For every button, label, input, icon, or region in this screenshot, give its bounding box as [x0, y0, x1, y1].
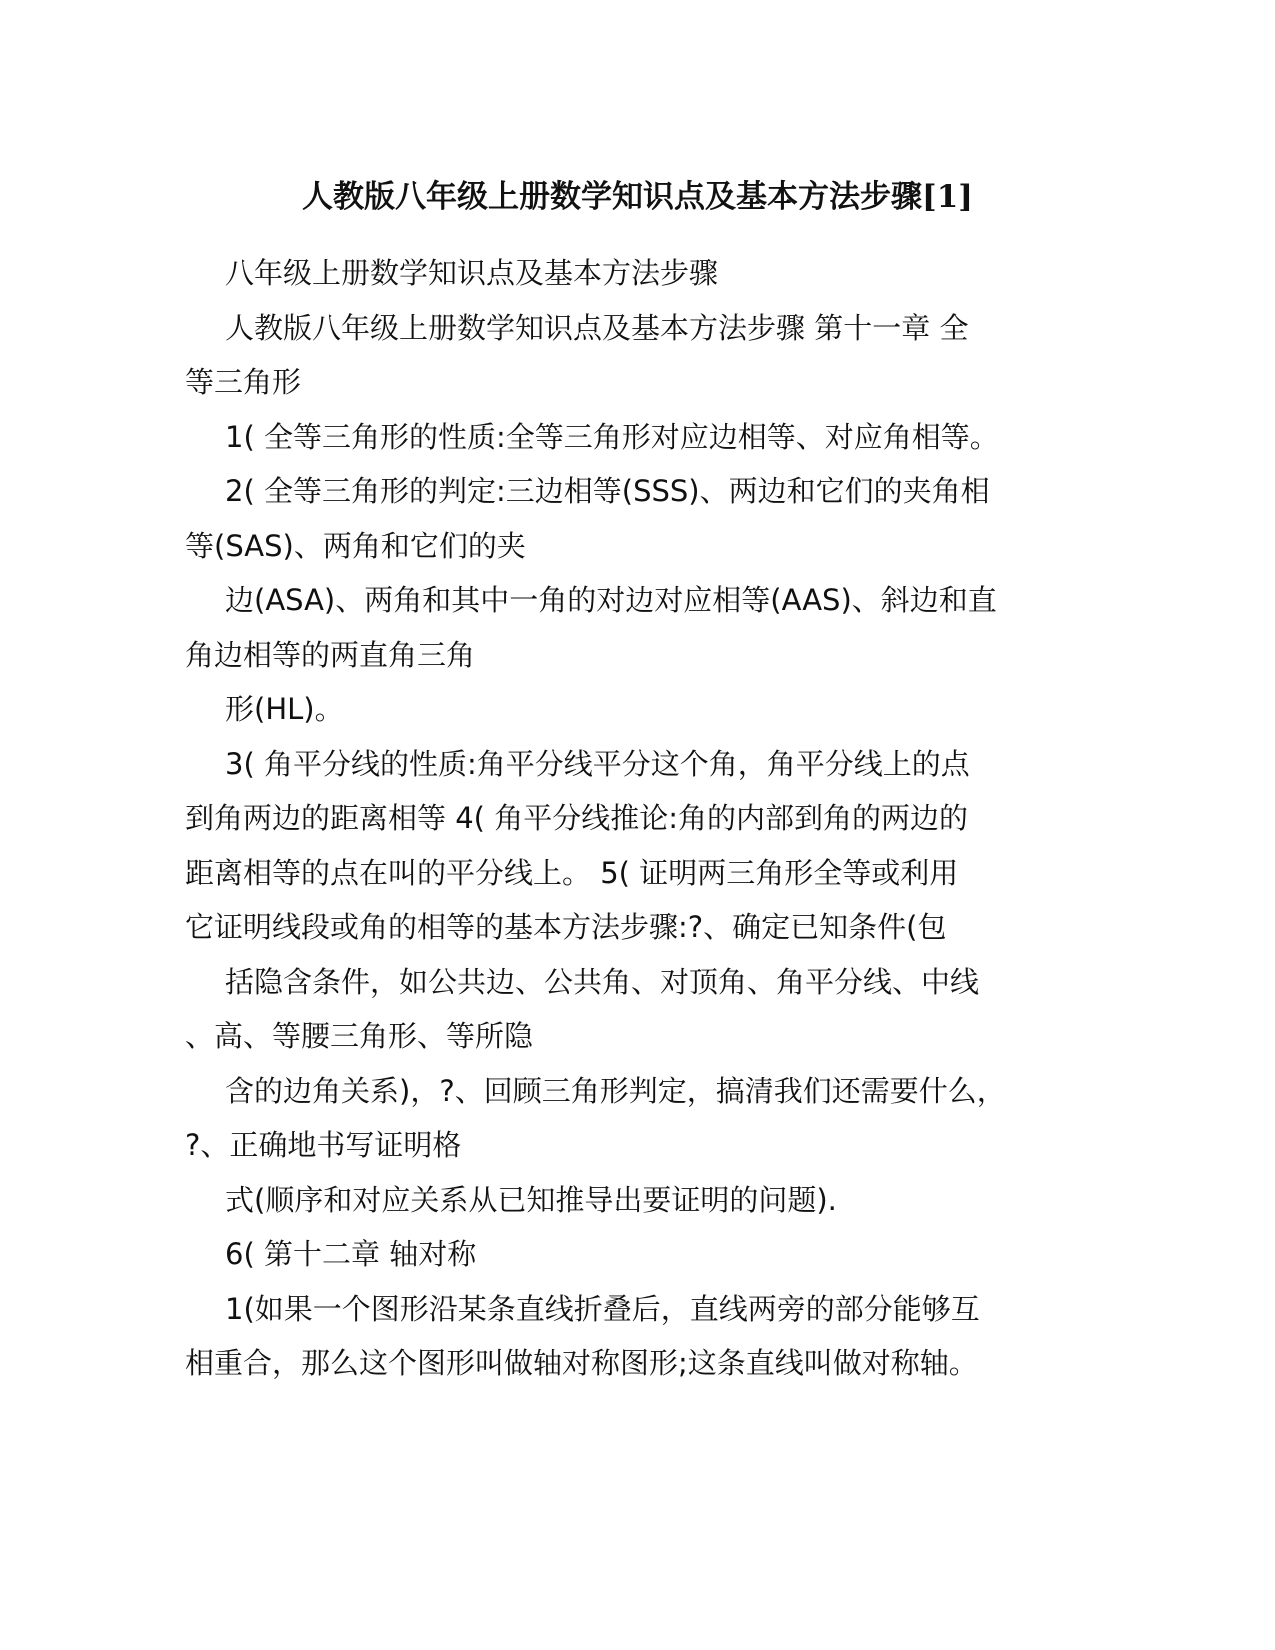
text-line: 形(HL)。 — [225, 692, 344, 726]
text-line: 等(SAS)、两角和它们的夹 — [185, 528, 526, 563]
text-line: 八年级上册数学知识点及基本方法步骤 — [225, 256, 719, 290]
text-line: 括隐含条件，如公共边、公共角、对顶角、角平分线、中线 — [225, 964, 980, 999]
text-line: 1(如果一个图形沿某条直线折叠后，直线两旁的部分能够互 — [225, 1291, 980, 1326]
text-line: 它证明线段或角的相等的基本方法步骤:?、确定已知条件(包 — [185, 910, 947, 944]
text-line: 1( 全等三角形的性质:全等三角形对应边相等、对应角相等。 — [225, 419, 999, 454]
text-line: 人教版八年级上册数学知识点及基本方法步骤 第十一章 全 — [225, 310, 969, 345]
text-line: 含的边角关系)，?、回顾三角形判定，搞清我们还需要什么， — [225, 1073, 1006, 1108]
text-line: 边(ASA)、两角和其中一角的对边对应相等(AAS)、斜边和直 — [225, 583, 997, 617]
document-body — [185, 246, 1090, 1391]
text-line: 式(顺序和对应关系从已知推导出要证明的问题). — [225, 1182, 837, 1217]
text-line: 到角两边的距离相等 4( 角平分线推论:角的内部到角的两边的 — [185, 801, 968, 835]
document-title: 人教版八年级上册数学知识点及基本方法步骤[1] — [302, 179, 973, 215]
text-line: 6( 第十二章 轴对称 — [225, 1237, 477, 1271]
text-line: 角边相等的两直角三角 — [185, 637, 476, 672]
text-line: 距离相等的点在叫的平分线上。 5( 证明两三角形全等或利用 — [185, 855, 959, 890]
text-line: ?、正确地书写证明格 — [185, 1128, 462, 1162]
text-line: 2( 全等三角形的判定:三边相等(SSS)、两边和它们的夹角相 — [225, 474, 990, 508]
text-line: 等三角形 — [185, 365, 302, 399]
text-line: 、高、等腰三角形、等所隐 — [185, 1019, 534, 1053]
text-line: 相重合，那么这个图形叫做轴对称图形;这条直线叫做对称轴。 — [185, 1346, 978, 1380]
text-line: 3( 角平分线的性质:角平分线平分这个角，角平分线上的点 — [225, 746, 970, 781]
